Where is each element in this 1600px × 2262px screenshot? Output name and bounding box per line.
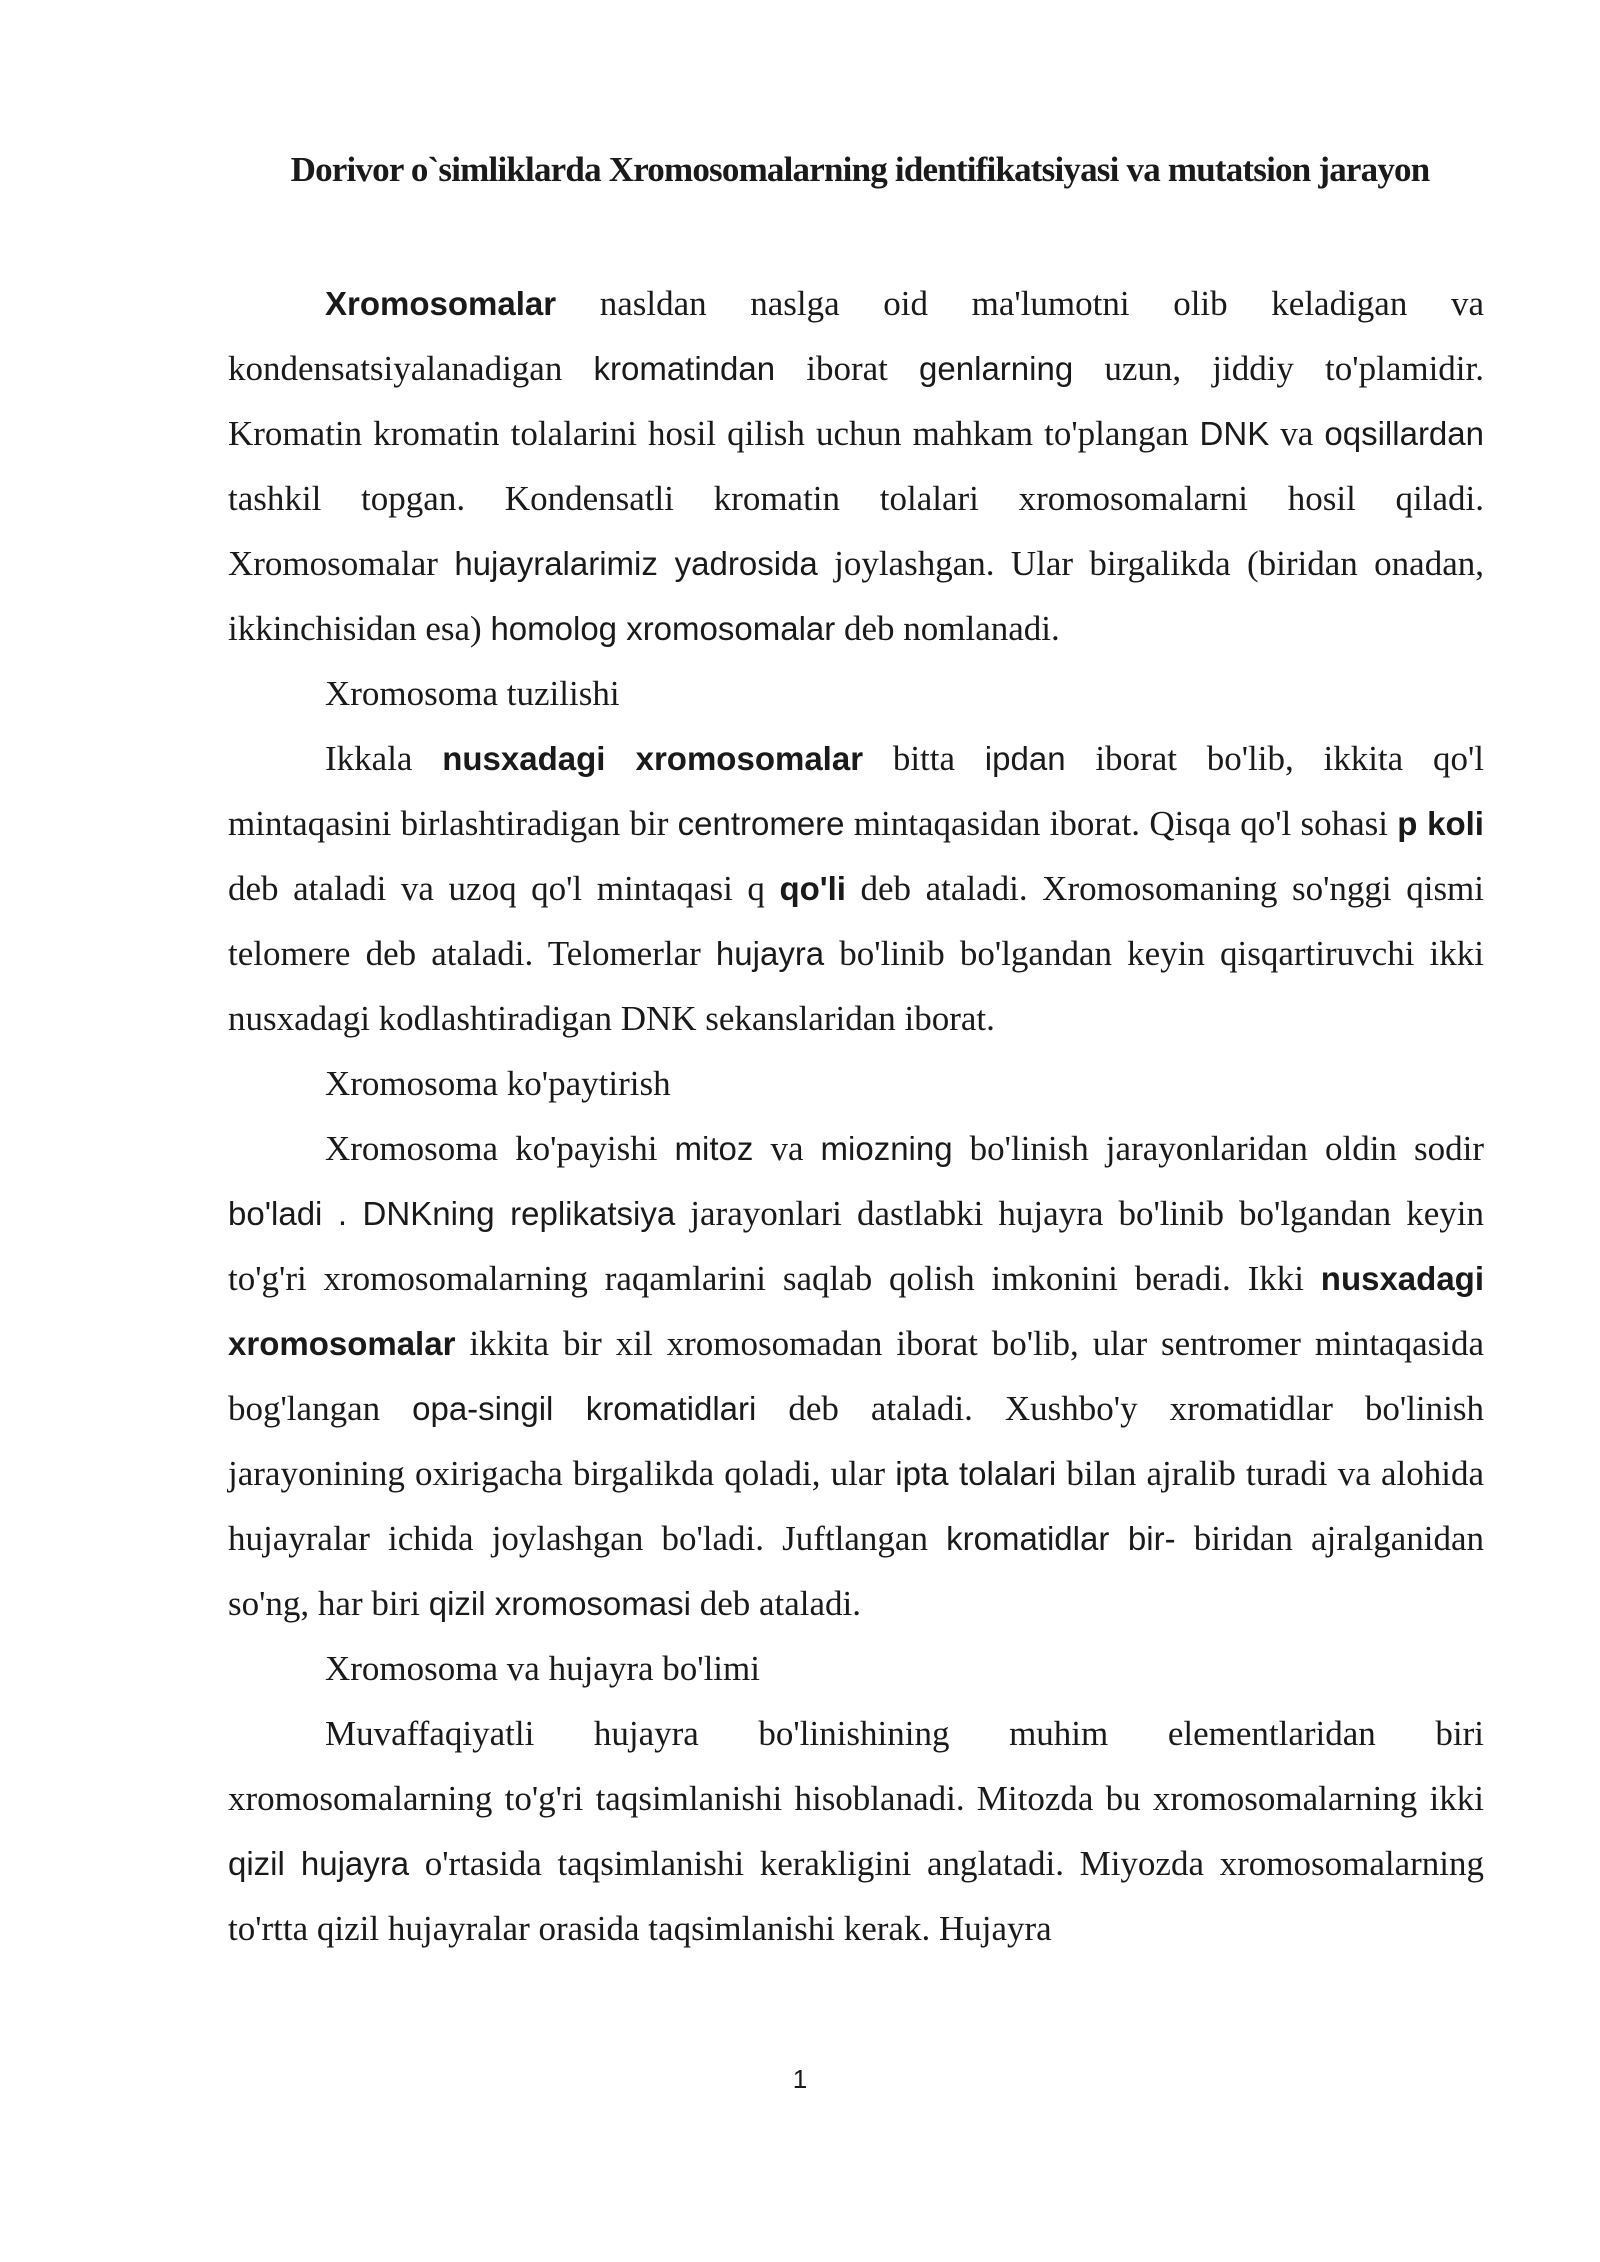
- page-number: 1: [792, 2064, 808, 2094]
- text-run: va: [1269, 414, 1325, 453]
- paragraph: [228, 1116, 1484, 1636]
- document-body: [228, 271, 1484, 1961]
- text-run: iborat bo'lib, ikkita qo'l mintaqasini birlashtiradigan bir: [228, 739, 1484, 843]
- text-run: deb nomlanadi.: [835, 609, 1060, 648]
- text-run: deb ataladi. Xushbo'y xromatidlar bo'linish jarayonining oxirigacha birgalikda qoladi, ular: [228, 1389, 1484, 1493]
- text-run: Xromosoma tuzilishi: [325, 674, 620, 713]
- text-run: o'rtasida taqsimlanishi kerakligini anglatadi. Miyozda xromosomalarning to'rtta qizil hujayralar orasida taqsimlanishi kerak. Hujayra: [228, 1844, 1485, 1948]
- paragraph: [228, 271, 1484, 661]
- text-run: ikkita bir xil xromosomadan iborat bo'lib, ular sentromer mintaqasida bog'langan: [228, 1324, 1484, 1428]
- paragraph: [228, 726, 1484, 1051]
- document-title: Dorivor o`simliklarda Xromosomalarning identifikatsiyasi va mutatsion jarayon: [290, 150, 1430, 189]
- section-heading: [228, 1051, 1484, 1116]
- term-link: nusxadagi xromosomalar: [442, 740, 864, 777]
- text-run: biridan ajralganidan so'ng, har biri: [228, 1519, 1484, 1623]
- text-run: Xromosoma ko'payishi: [325, 1129, 675, 1168]
- text-run: Xromosoma ko'paytirish: [325, 1064, 671, 1103]
- section-heading: [228, 1636, 1484, 1701]
- term-link: genlarning: [919, 350, 1074, 387]
- text-run: joylashgan. Ular birgalikda (biridan onadan, ikkinchisidan esa): [228, 544, 1484, 648]
- term-link: miozning: [820, 1130, 953, 1167]
- text-run: bitta: [863, 739, 985, 778]
- term-link: mitoz: [674, 1130, 754, 1167]
- term-link: homolog xromosomalar: [490, 610, 836, 647]
- text-run: bo'linib bo'lgandan keyin qisqartiruvchi ikki nusxadagi kodlashtiradigan DNK sekanslaridan iborat.: [228, 934, 1484, 1038]
- text-run: Ikkala: [325, 739, 443, 778]
- term-link: p koli: [1397, 805, 1484, 842]
- term-link: centromere: [677, 805, 845, 842]
- text-run: tashkil topgan. Kondensatli kromatin tolalari xromosomalarni hosil qiladi. Xromosomalar: [228, 479, 1484, 583]
- term-link: hujayralarimiz yadrosida: [454, 545, 818, 582]
- text-run: uzun, jiddiy to'plamidir. Kromatin kromatin tolalarini hosil qilish uchun mahkam to'plangan: [228, 349, 1484, 453]
- term-link: ipta tolalari: [895, 1455, 1057, 1492]
- term-link: kromatindan: [593, 350, 776, 387]
- term-link: kromatidlar bir-: [946, 1520, 1176, 1557]
- term-link: qizil xromosomasi: [428, 1585, 691, 1622]
- text-run: jarayonlari dastlabki hujayra bo'linib bo'lgandan keyin to'g'ri xromosomalarning raqamlarini saqlab qolish imkonini beradi. Ikki: [228, 1194, 1484, 1298]
- text-run: deb ataladi va uzoq qo'l mintaqasi q: [228, 869, 780, 908]
- term-link: ipdan: [984, 740, 1066, 777]
- term-link: Xromosomalar: [325, 285, 557, 322]
- term-link: hujayra: [715, 935, 825, 972]
- term-link: qizil hujayra: [228, 1845, 410, 1882]
- text-run: bo'linish jarayonlaridan oldin sodir: [952, 1129, 1484, 1168]
- text-run: bilan ajralib turadi va alohida hujayralar ichida joylashgan bo'ladi. Juftlangan: [228, 1454, 1484, 1558]
- text-run: deb ataladi. Xromosomaning so'nggi qismi telomere deb ataladi. Telomerlar: [228, 869, 1485, 973]
- text-run: iborat: [775, 349, 920, 388]
- paragraph: [228, 1701, 1484, 1961]
- text-run: nasldan naslga oid ma'lumotni olib keladigan va kondensatsiyalanadigan: [228, 284, 1484, 388]
- term-link: bo'ladi . DNKning replikatsiya: [228, 1195, 676, 1232]
- text-run: Xromosoma va hujayra bo'limi: [325, 1649, 760, 1688]
- text-run: va: [753, 1129, 821, 1168]
- section-heading: [228, 661, 1484, 726]
- term-link: nusxadagi xromosomalar: [228, 1260, 1484, 1362]
- term-link: qo'li: [779, 870, 846, 907]
- text-run: deb ataladi.: [690, 1584, 862, 1623]
- term-link: opa-singil kromatidlari: [412, 1390, 757, 1427]
- text-run: mintaqasidan iborat. Qisqa qo'l sohasi: [844, 804, 1398, 843]
- term-link: DNK: [1199, 415, 1270, 452]
- term-link: oqsillardan: [1324, 415, 1484, 452]
- text-run: Muvaffaqiyatli hujayra bo'linishining muhim elementlaridan biri xromosomalarning to'g'ri taqsimlanishi hisoblanadi. Mitozda bu xromosomalarning ikki: [228, 1714, 1484, 1818]
